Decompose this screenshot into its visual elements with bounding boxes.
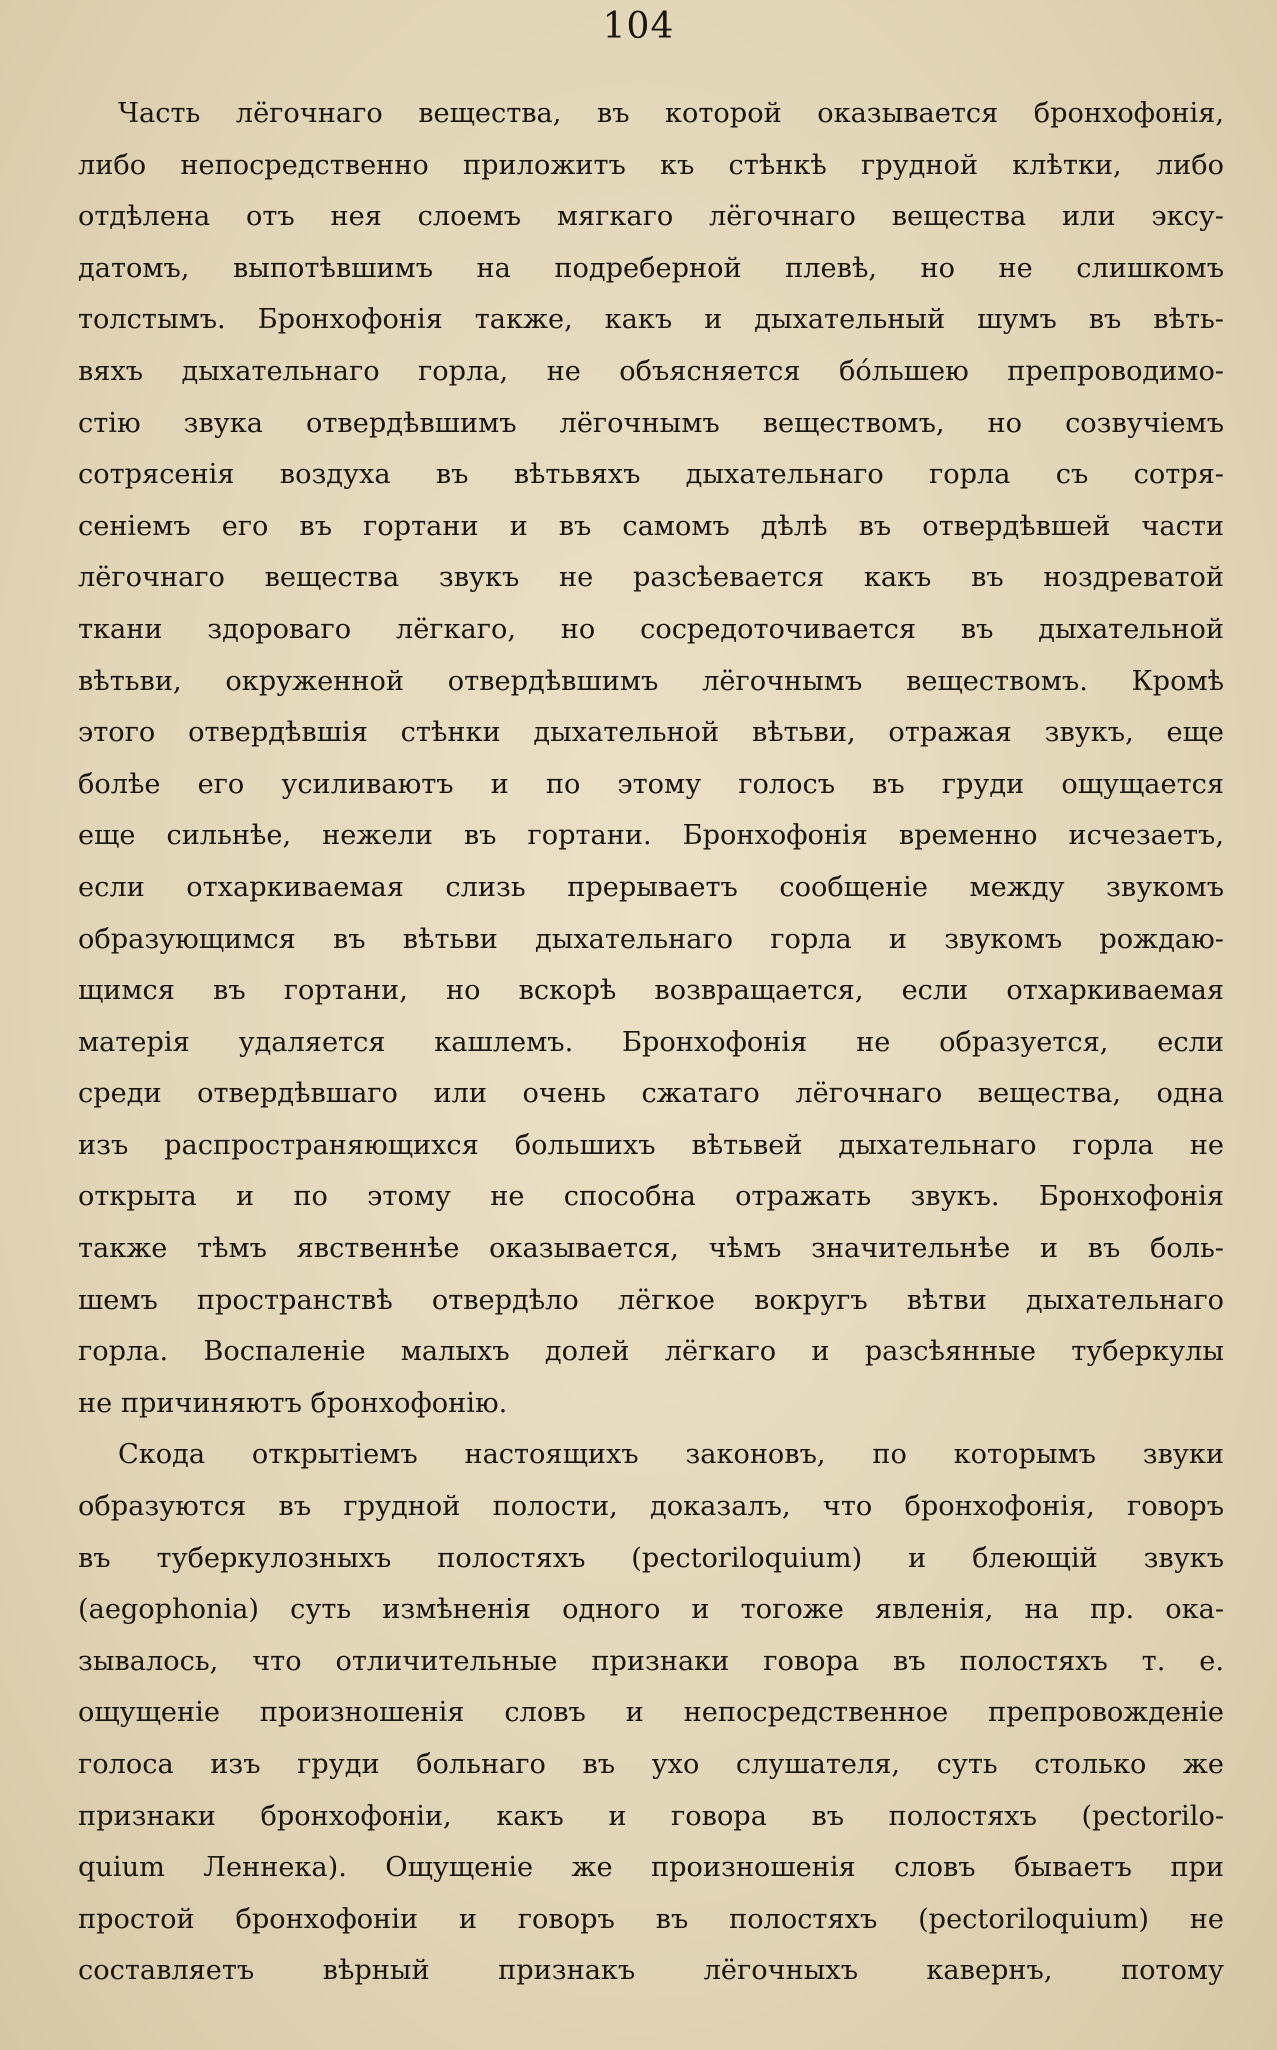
text-line: quium Леннека). Ощущеніе же произношенія словъ бываетъ при: [78, 1852, 1224, 1884]
text-line: отдѣлена отъ нея слоемъ мягкаго лёгочнаго вещества или эксу-: [78, 201, 1224, 233]
text-line: этого отвердѣвшія стѣнки дыхательной вѣтьви, отражая звукъ, еще: [78, 717, 1224, 749]
text-line: ткани здороваго лёгкаго, но сосредоточивается въ дыхательной: [78, 613, 1224, 645]
page-number: 104: [602, 6, 675, 47]
text-line: щимся въ гортани, но вскорѣ возвращается, если отхаркиваемая: [78, 975, 1224, 1007]
text-line: матерія удаляется кашлемъ. Бронхофонія не образуется, если: [78, 1026, 1224, 1058]
text-line: еще сильнѣе, нежели въ гортани. Бронхофонія временно исчезаетъ,: [78, 820, 1224, 852]
text-line: изъ распространяющихся большихъ вѣтьвей дыхательнаго горла не: [78, 1129, 1224, 1161]
text-line: лёгочнаго вещества звукъ не разсѣевается какъ въ ноздреватой: [78, 562, 1224, 594]
text-line: Скода открытіемъ настоящихъ законовъ, по которымъ звуки: [118, 1439, 1224, 1471]
text-line: ощущеніе произношенія словъ и непосредственное препровожденіе: [78, 1697, 1224, 1729]
text-line: признаки бронхофоніи, какъ и говора въ полостяхъ (pectorilo-: [78, 1800, 1224, 1832]
text-line: среди отвердѣвшаго или очень сжатаго лёгочнаго вещества, одна: [78, 1078, 1224, 1110]
text-line: образующимся въ вѣтьви дыхательнаго горла и звукомъ рождаю-: [78, 923, 1224, 955]
text-line: сеніемъ его въ гортани и въ самомъ дѣлѣ въ отвердѣвшей части: [78, 510, 1224, 542]
text-line: стію звука отвердѣвшимъ лёгочнымъ веществомъ, но созвучіемъ: [78, 407, 1224, 439]
text-line: зывалось, что отличительные признаки говора въ полостяхъ т. е.: [78, 1645, 1224, 1677]
text-line: если отхаркиваемая слизь прерываетъ сообщеніе между звукомъ: [78, 871, 1224, 903]
text-line: открыта и по этому не способна отражать звукъ. Бронхофонія: [78, 1181, 1224, 1213]
paragraph: [78, 1429, 1224, 1997]
text-line: образуются въ грудной полости, доказалъ, что бронхофонія, говоръ: [78, 1491, 1224, 1523]
text-line: шемъ пространствѣ отвердѣло лёгкое вокругъ вѣтви дыхательнаго: [78, 1284, 1224, 1316]
text-line: (aegophonia) суть измѣненія одного и тогоже явленія, на пр. ока-: [78, 1594, 1224, 1626]
text-line: либо непосредственно приложитъ къ стѣнкѣ грудной клѣтки, либо: [78, 149, 1224, 181]
text-line: простой бронхофоніи и говоръ въ полостяхъ (pectoriloquium) не: [78, 1903, 1224, 1935]
text-line: Часть лёгочнаго вещества, въ которой оказывается бронхофонія,: [118, 98, 1224, 129]
text-line: въ туберкулозныхъ полостяхъ (pectoriloquium) и блеющій звукъ: [78, 1542, 1224, 1574]
paragraph: [78, 88, 1224, 1429]
text-line: болѣе его усиливаютъ и по этому голосъ въ груди ощущается: [78, 768, 1224, 800]
text-line: вяхъ дыхательнаго горла, не объясняется бóльшею препроводимо-: [78, 355, 1224, 387]
body-text: [78, 88, 1224, 1997]
text-line: голоса изъ груди больнаго въ ухо слушателя, суть столько же: [78, 1749, 1224, 1780]
text-line: датомъ, выпотѣвшимъ на подреберной плевѣ, но не слишкомъ: [78, 252, 1224, 284]
text-line: сотрясенія воздуха въ вѣтьвяхъ дыхательнаго горла съ сотря-: [78, 459, 1224, 491]
text-line: горла. Воспаленіе малыхъ долей лёгкаго и разсѣянные туберкулы: [78, 1336, 1224, 1368]
text-line: вѣтьви, окруженной отвердѣвшимъ лёгочнымъ веществомъ. Кромѣ: [78, 665, 1224, 697]
text-line: также тѣмъ явственнѣе оказывается, чѣмъ значительнѣе и въ боль-: [78, 1233, 1224, 1265]
text-line: составляетъ вѣрный признакъ лёгочныхъ кавернъ, потому: [78, 1955, 1224, 1987]
text-line: толстымъ. Бронхофонія также, какъ и дыхательный шумъ въ вѣть-: [78, 304, 1224, 336]
text-line: не причиняютъ бронхофонію.: [78, 1387, 508, 1419]
